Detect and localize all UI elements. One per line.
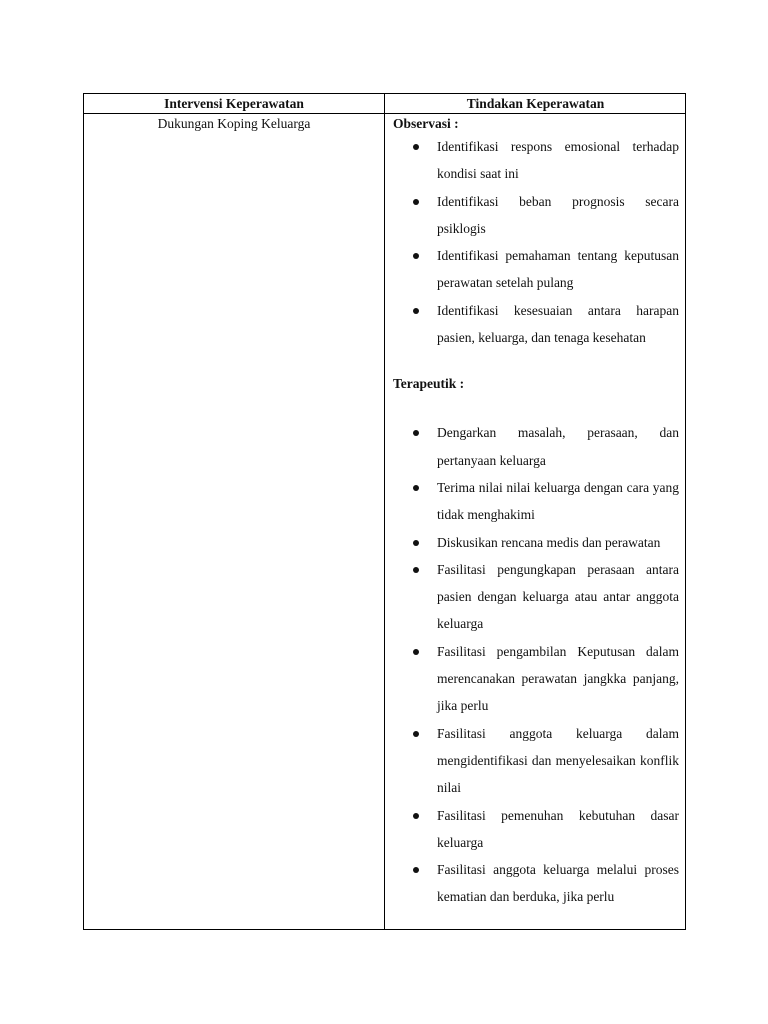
bullet-icon [413, 144, 419, 150]
list-item-text: Dengarkan masalah, perasaan, dan pertanyaan keluarga [437, 425, 679, 468]
list-item-text: Identifikasi kesesuaian antara harapan pasien, keluarga, dan tenaga kesehatan [437, 302, 679, 346]
column-divider [384, 94, 385, 929]
list-item-text: Diskusikan rencana medis dan perawatan [437, 534, 661, 550]
bullet-icon [413, 253, 419, 259]
list-item [393, 242, 679, 297]
terapeutik-title: Terapeutik : [393, 376, 465, 392]
list-item [393, 133, 679, 188]
list-item-text: Fasilitasi anggota keluarga dalam mengidentifikasi dan menyelesaikan konflik nilai [437, 725, 679, 796]
bullet-icon [413, 199, 419, 205]
list-item-text: Identifikasi beban prognosis secara psiklogis [437, 193, 679, 236]
bullet-icon [413, 485, 419, 491]
list-item [393, 188, 679, 243]
list-item-text: Fasilitasi pengambilan Keputusan dalam merencanakan perawatan jangkka panjang, jika perlu [437, 643, 679, 714]
bullet-icon [413, 567, 419, 573]
list-item-text: Fasilitasi anggota keluarga melalui proses kematian dan berduka, jika perlu [437, 862, 679, 905]
bullet-icon [413, 649, 419, 655]
header-intervensi: Intervensi Keperawatan [164, 96, 304, 111]
terapeutik-list [393, 419, 679, 910]
list-item [393, 720, 679, 802]
list-item-text: Fasilitasi pengungkapan perasaan antara pasien dengan keluarga atau antar anggota keluarga [437, 561, 679, 632]
bullet-icon [413, 540, 419, 546]
list-item-text: Identifikasi respons emosional terhadap kondisi saat ini [437, 139, 679, 182]
list-item [393, 638, 679, 720]
intervention-name: Dukungan Koping Keluarga [157, 116, 311, 131]
list-item [393, 802, 679, 857]
list-item-text: Terima nilai nilai keluarga dengan cara yang tidak menghakimi [437, 479, 679, 523]
bullet-icon [413, 731, 419, 737]
list-item [393, 474, 679, 529]
list-item [393, 856, 679, 911]
list-item-text: Identifikasi pemahaman tentang keputusan perawatan setelah pulang [437, 248, 679, 291]
bullet-icon [413, 867, 419, 873]
bullet-icon [413, 813, 419, 819]
list-item-text: Fasilitasi pemenuhan kebutuhan dasar keluarga [437, 807, 679, 850]
list-item [393, 419, 679, 474]
observasi-list [393, 133, 679, 351]
actions-cell [393, 114, 679, 911]
observasi-title: Observasi : [393, 116, 459, 131]
list-item [393, 556, 679, 638]
header-tindakan: Tindakan Keperawatan [466, 96, 605, 111]
bullet-icon [413, 308, 419, 314]
nursing-intervention-table [83, 93, 686, 930]
bullet-icon [413, 430, 419, 436]
list-item [393, 297, 679, 352]
list-item [393, 529, 679, 556]
